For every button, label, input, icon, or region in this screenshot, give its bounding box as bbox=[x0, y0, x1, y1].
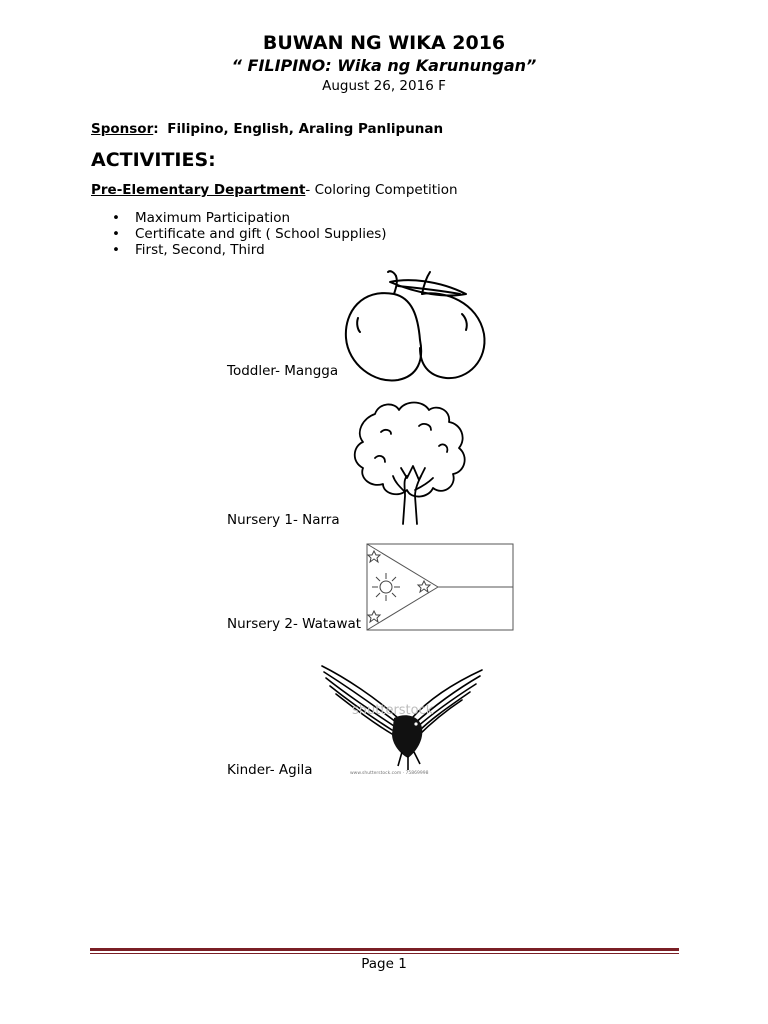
item-label-nursery-2: Nursery 2- Watawat bbox=[227, 616, 362, 632]
department-description: - Coloring Competition bbox=[305, 182, 458, 198]
watermark-text: shutterstock bbox=[352, 703, 434, 718]
page-number: Page 1 bbox=[361, 956, 407, 972]
sponsor-value: Filipino, English, Araling Panlipunan bbox=[167, 121, 444, 137]
flag-icon bbox=[366, 543, 514, 631]
bullet-list bbox=[112, 210, 387, 258]
eagle-icon bbox=[316, 648, 488, 778]
list-item: • First, Second, Third bbox=[112, 242, 387, 258]
watermark-caption: www.shutterstock.com · 75869998 bbox=[350, 771, 429, 776]
tree-icon bbox=[345, 396, 475, 526]
department-line bbox=[91, 182, 458, 198]
item-label-toddler: Toddler- Mangga bbox=[227, 363, 339, 379]
item-label-kinder: Kinder- Agila bbox=[227, 762, 313, 778]
item-label-nursery-1: Nursery 1- Narra bbox=[227, 512, 340, 528]
list-item: • Certificate and gift ( School Supplies) bbox=[112, 226, 387, 242]
sponsor-label: Sponsor bbox=[91, 121, 154, 137]
footer-rule-thin bbox=[90, 953, 679, 954]
footer-rule bbox=[90, 948, 679, 951]
list-item: • Maximum Participation bbox=[112, 210, 387, 226]
document-theme: “ FILIPINO: Wika ng Karunungan” bbox=[231, 56, 537, 75]
activities-heading: ACTIVITIES: bbox=[91, 149, 216, 171]
mango-icon bbox=[338, 268, 488, 386]
sponsor-line: Sponsor: Filipino, English, Araling Panlipunan bbox=[91, 121, 444, 137]
document-date: August 26, 2016 F bbox=[322, 78, 446, 94]
department-label: Pre-Elementary Department bbox=[91, 182, 306, 198]
document-title: BUWAN NG WIKA 2016 bbox=[262, 32, 506, 54]
